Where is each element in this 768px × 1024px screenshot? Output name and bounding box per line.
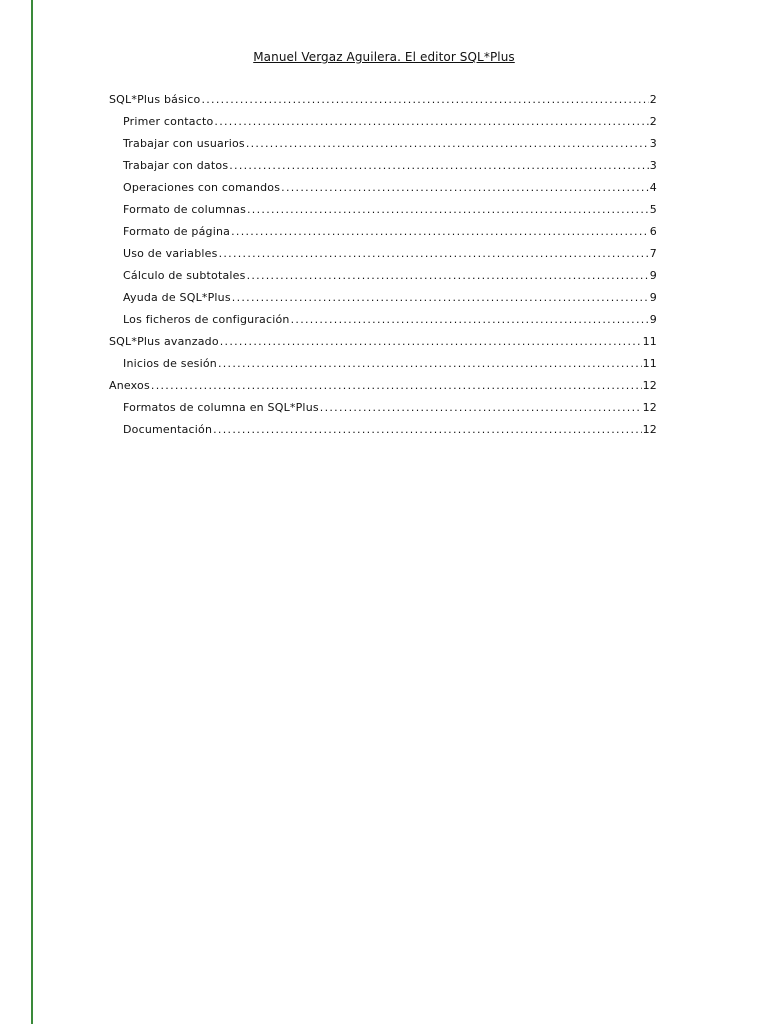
toc-entry-page: 12 xyxy=(642,379,657,392)
toc-entry[interactable] xyxy=(109,93,657,115)
toc-dot-leader xyxy=(214,115,648,128)
toc-entry[interactable] xyxy=(109,115,657,137)
toc-entry-page: 9 xyxy=(649,291,657,304)
toc-entry-page: 12 xyxy=(642,401,657,414)
toc-entry[interactable] xyxy=(109,423,657,445)
toc-entry[interactable] xyxy=(109,269,657,291)
toc-dot-leader xyxy=(219,247,649,260)
toc-entry[interactable] xyxy=(109,379,657,401)
table-of-contents xyxy=(109,93,657,445)
toc-dot-leader xyxy=(246,137,649,150)
toc-entry-label: SQL*Plus básico xyxy=(109,93,201,106)
toc-dot-leader xyxy=(247,269,649,282)
toc-entry-label: Documentación xyxy=(123,423,213,436)
toc-dot-leader xyxy=(231,225,649,238)
toc-entry[interactable] xyxy=(109,159,657,181)
toc-entry-page: 3 xyxy=(649,159,657,172)
toc-dot-leader xyxy=(320,401,642,414)
toc-entry[interactable] xyxy=(109,401,657,423)
toc-entry-label: Uso de variables xyxy=(123,247,218,260)
toc-entry-page: 9 xyxy=(649,313,657,326)
page-margin-line xyxy=(31,0,33,1024)
toc-entry[interactable] xyxy=(109,203,657,225)
toc-dot-leader xyxy=(247,203,649,216)
toc-entry[interactable] xyxy=(109,181,657,203)
toc-entry[interactable] xyxy=(109,357,657,379)
toc-entry-label: Cálculo de subtotales xyxy=(123,269,246,282)
toc-dot-leader xyxy=(151,379,642,392)
toc-entry-page: 11 xyxy=(642,335,657,348)
toc-entry[interactable] xyxy=(109,137,657,159)
toc-entry-page: 2 xyxy=(649,93,657,106)
toc-entry-page: 12 xyxy=(642,423,657,436)
toc-entry-label: Formatos de columna en SQL*Plus xyxy=(123,401,319,414)
toc-dot-leader xyxy=(232,291,649,304)
toc-entry-page: 3 xyxy=(649,137,657,150)
toc-dot-leader xyxy=(213,423,641,436)
toc-entry[interactable] xyxy=(109,247,657,269)
page-title: Manuel Vergaz Aguilera. El editor SQL*Plus xyxy=(253,50,515,64)
toc-entry-label: Trabajar con datos xyxy=(123,159,229,172)
toc-entry-label: Formato de página xyxy=(123,225,231,238)
toc-dot-leader xyxy=(218,357,642,370)
toc-entry-label: Operaciones con comandos xyxy=(123,181,281,194)
toc-dot-leader xyxy=(291,313,649,326)
toc-entry-label: Trabajar con usuarios xyxy=(123,137,245,150)
toc-entry-label: Los ficheros de configuración xyxy=(123,313,290,326)
toc-entry-label: SQL*Plus avanzado xyxy=(109,335,219,348)
toc-dot-leader xyxy=(220,335,642,348)
toc-entry-page: 11 xyxy=(642,357,657,370)
toc-entry[interactable] xyxy=(109,313,657,335)
toc-entry-label: Primer contacto xyxy=(123,115,214,128)
toc-entry-label: Formato de columnas xyxy=(123,203,247,216)
toc-entry[interactable] xyxy=(109,335,657,357)
toc-dot-leader xyxy=(201,93,648,106)
toc-entry[interactable] xyxy=(109,291,657,313)
toc-dot-leader xyxy=(229,159,649,172)
toc-entry-page: 4 xyxy=(649,181,657,194)
toc-entry-page: 9 xyxy=(649,269,657,282)
toc-entry-label: Ayuda de SQL*Plus xyxy=(123,291,231,304)
toc-entry-page: 2 xyxy=(649,115,657,128)
toc-entry-label: Inicios de sesión xyxy=(123,357,217,370)
toc-entry-label: Anexos xyxy=(109,379,150,392)
toc-dot-leader xyxy=(281,181,649,194)
toc-entry-page: 6 xyxy=(649,225,657,238)
toc-entry-page: 7 xyxy=(649,247,657,260)
toc-entry-page: 5 xyxy=(649,203,657,216)
toc-entry[interactable] xyxy=(109,225,657,247)
